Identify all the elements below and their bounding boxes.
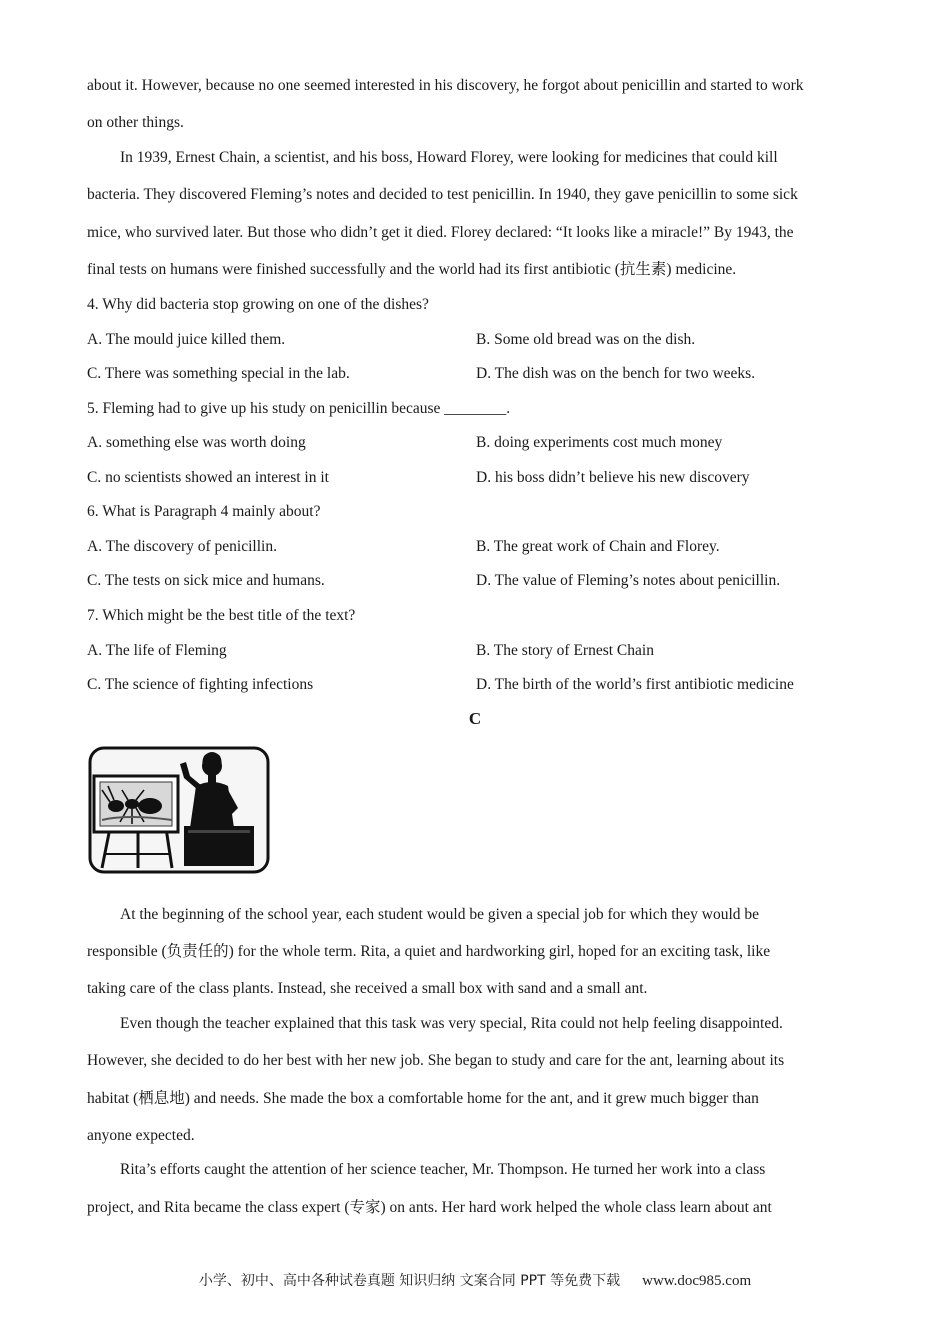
passage-c-line: responsible (负责任的) for the whole term. Rita, a quiet and hardworking girl, hoped for an exciting task, like — [87, 943, 771, 960]
passage-c-line: project, and Rita became the class expert (专家) on ants. Her hard work helped the whole class learn about ant — [87, 1199, 772, 1216]
option-b: B. The great work of Chain and Florey. — [476, 538, 720, 555]
passage-c-line: Rita’s efforts caught the attention of her science teacher, Mr. Thompson. He turned her work into a class — [120, 1161, 766, 1178]
option-a: A. The life of Fleming — [87, 642, 227, 659]
passage-b-line: In 1939, Ernest Chain, a scientist, and his boss, Howard Florey, were looking for medicines that could kill — [120, 149, 778, 166]
question-stem: 7. Which might be the best title of the text? — [87, 607, 356, 624]
passage-c-line: However, she decided to do her best with her new job. She began to study and care for the ant, learning about its — [87, 1052, 785, 1069]
option-c: C. The tests on sick mice and humans. — [87, 572, 325, 589]
question-stem: 4. Why did bacteria stop growing on one of the dishes? — [87, 296, 429, 313]
passage-b-line: mice, who survived later. But those who didn’t get it died. Florey declared: “It looks like a miracle!” By 1943, the — [87, 224, 794, 241]
option-c: C. There was something special in the lab. — [87, 365, 350, 382]
option-b: B. doing experiments cost much money — [476, 434, 723, 451]
passage-c-line: anyone expected. — [87, 1127, 195, 1144]
option-c: C. The science of fighting infections — [87, 676, 314, 693]
option-d: D. The birth of the world’s first antibiotic medicine — [476, 676, 794, 693]
page-footer — [0, 1270, 950, 1290]
option-c: C. no scientists showed an interest in it — [87, 469, 329, 486]
passage-c-line: At the beginning of the school year, each student would be given a special job for which they would be — [120, 906, 760, 923]
passage-b-line: about it. However, because no one seemed interested in his discovery, he forgot about penicillin and started to work — [87, 77, 804, 94]
passage-c-line: taking care of the class plants. Instead, she received a small box with sand and a small ant. — [87, 980, 648, 997]
option-a: A. something else was worth doing — [87, 434, 306, 451]
footer-url[interactable]: www.doc985.com — [642, 1273, 752, 1289]
option-b: B. Some old bread was on the dish. — [476, 331, 696, 348]
passage-c-line: Even though the teacher explained that this task was very special, Rita could not help feeling disappointed. — [120, 1015, 783, 1032]
passage-c-line: habitat (栖息地) and needs. She made the box a comfortable home for the ant, and it grew much bigger than — [87, 1090, 759, 1107]
option-d: D. his boss didn’t believe his new discovery — [476, 469, 750, 486]
option-b: B. The story of Ernest Chain — [476, 642, 654, 659]
question-stem: 5. Fleming had to give up his study on penicillin because ________. — [87, 400, 511, 417]
teacher-ant-poster-illustration — [88, 746, 270, 874]
option-d: D. The dish was on the bench for two weeks. — [476, 365, 756, 382]
passage-b-line: final tests on humans were finished successfully and the world had its first antibiotic (抗生素) medicine. — [87, 261, 737, 278]
passage-b-line: bacteria. They discovered Fleming’s notes and decided to test penicillin. In 1940, they gave penicillin to some sick — [87, 186, 798, 203]
option-a: A. The discovery of penicillin. — [87, 538, 277, 555]
passage-b-line: on other things. — [87, 114, 184, 131]
option-d: D. The value of Fleming’s notes about penicillin. — [476, 572, 781, 589]
option-a: A. The mould juice killed them. — [87, 331, 286, 348]
question-stem: 6. What is Paragraph 4 mainly about? — [87, 503, 321, 520]
section-heading: C — [468, 709, 482, 728]
footer-text: 小学、初中、高中各种试卷真题 知识归纳 文案合同 PPT 等免费下载 — [198, 1273, 621, 1289]
